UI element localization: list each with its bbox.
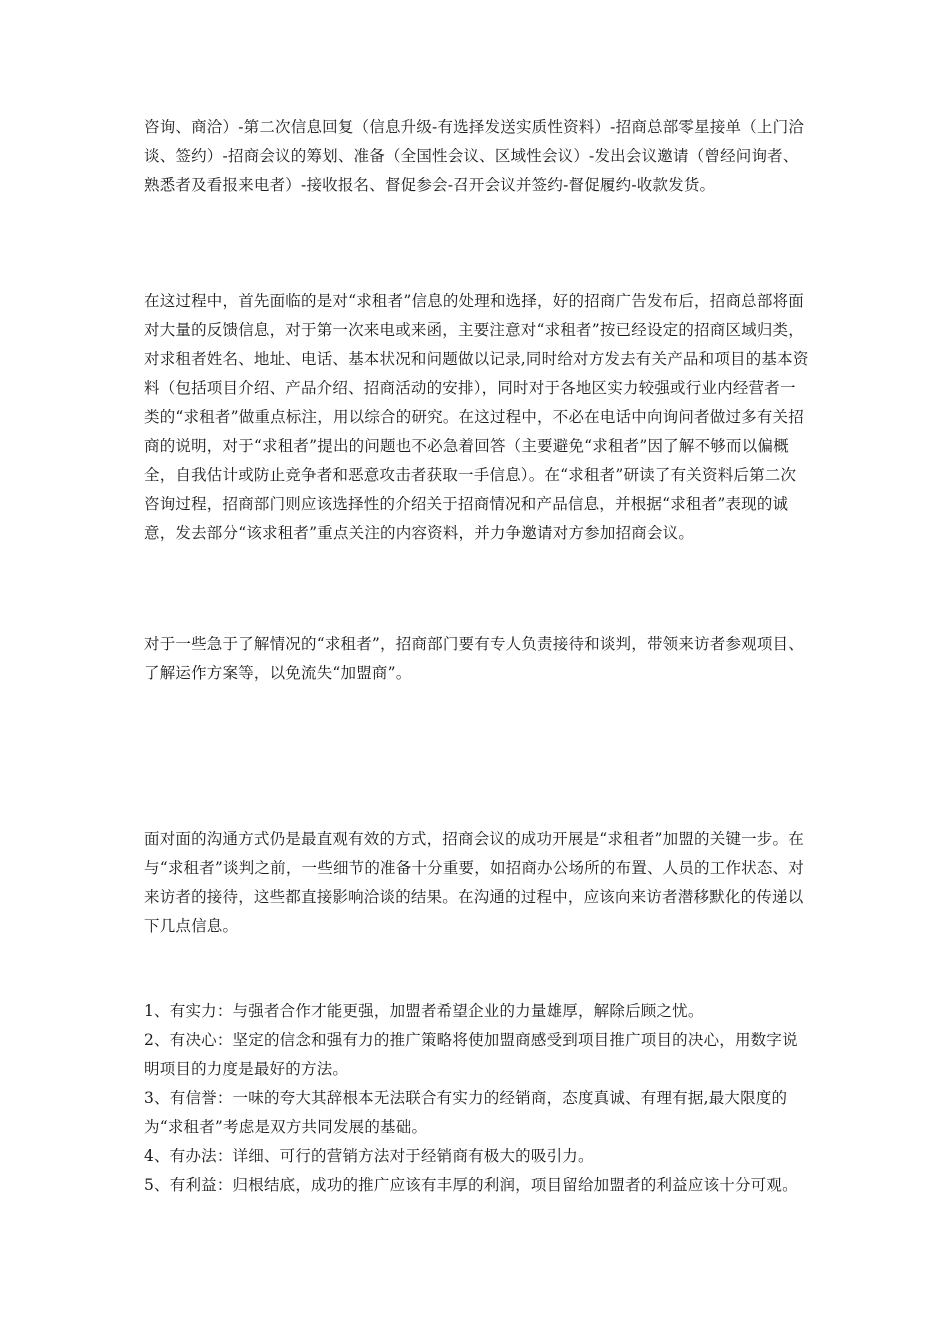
list-item: 4、有办法：详细、可行的营销方法对于经销商有极大的吸引力。 [144, 1147, 594, 1165]
paragraph-urgent-visitors: 对于一些急于了解情况的“求租者”，招商部门要有专人负责接待和谈判，带领来访者参观项目、了解运作方案等，以免流失“加盟商”。 [144, 635, 804, 682]
key-messages-list [144, 997, 810, 1200]
list-item: 1、有实力：与强者合作才能更强，加盟者希望企业的力量雄厚，解除后顾之忧。 [144, 1002, 704, 1020]
list-item: 5、有利益：归根结底，成功的推广应该有丰厚的利润，项目留给加盟者的利益应该十分可观。 [144, 1176, 798, 1194]
list-item: 2、有决心：坚定的信念和强有力的推广策略将使加盟商感受到项目推广项目的决心，用数字说明项目的力度是最好的方法。 [144, 1031, 798, 1078]
paragraph-face-to-face: 面对面的沟通方式仍是最直观有效的方式，招商会议的成功开展是“求租者”加盟的关键一步。在与“求租者”谈判之前，一些细节的准备十分重要，如招商办公场所的布置、人员的工作状态、对来访者的接待，这些都直接影响洽谈的结果。在沟通的过程中，应该向来访者潜移默化的传递以下几点信息。 [144, 830, 804, 935]
paragraph-information-handling: 在这过程中，首先面临的是对“求租者”信息的处理和选择，好的招商广告发布后，招商总部将面对大量的反馈信息，对于第一次来电或来函，主要注意对“求租者”按已经设定的招商区域归类，对求租者姓名、地址、电话、基本状况和问题做以记录,同时给对方发去有关产品和项目的基本资料（包括项目介绍、产品介绍、招商活动的安排），同时对于各地区实力较强或行业内经营者一类的“求租者”做重点标注，用以综合的研究。在这过程中，不必在电话中向询问者做过多有关招商的说明，对于“求租者”提出的问题也不必急着回答（主要避免“求租者”因了解不够而以偏概全，自我估计或防止竞争者和恶意攻击者获取一手信息）。在“求租者”研读了有关资料后第二次咨询过程，招商部门则应该选择性的介绍关于招商情况和产品信息，并根据“求租者”表现的诚意，发去部分“该求租者”重点关注的内容资料，并力争邀请对方参加招商会议。 [144, 292, 809, 542]
paragraph-process-flow: 咨询、商洽）-第二次信息回复（信息升级-有选择发送实质性资料）-招商总部零星接单（上门洽谈、签约）-招商会议的筹划、准备（全国性会议、区域性会议）-发出会议邀请（曾经问询者、熟悉者及看报来电者）-接收报名、督促参会-召开会议并签约-督促履约-收款发货。 [144, 118, 805, 194]
list-item: 3、有信誉：一味的夸大其辞根本无法联合有实力的经销商，态度真诚、有理有据,最大限度的为“求租者”考虑是双方共同发展的基础。 [144, 1089, 788, 1136]
